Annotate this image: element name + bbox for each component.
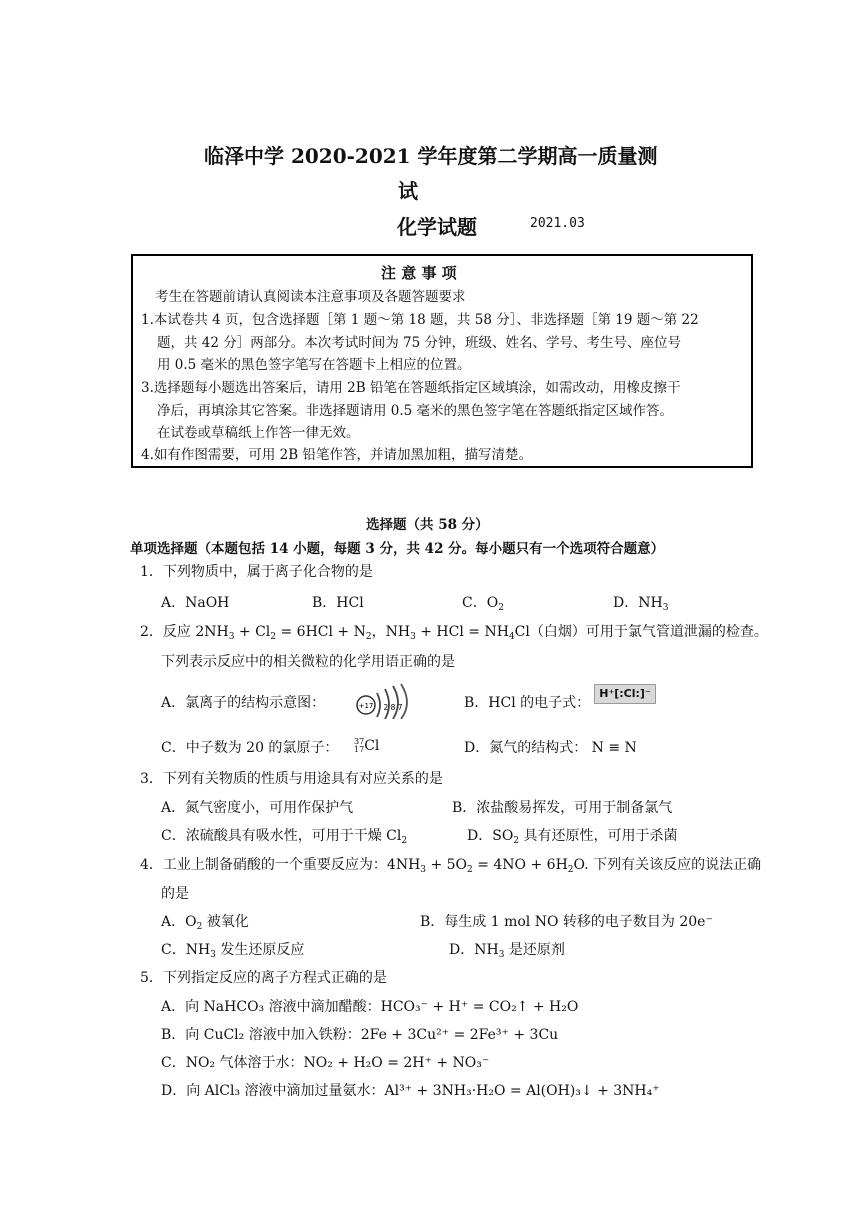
q2-option-d: D．氮气的结构式： N ≡ N bbox=[464, 740, 637, 756]
q2-option-b: B．HCl 的电子式： bbox=[464, 695, 591, 711]
notice-item-3: 3.选择题每小题选出答案后，请用 2B 铅笔在答题纸指定区域填涂，如需改动，用橡皮擦干 bbox=[141, 380, 681, 396]
notice-box bbox=[131, 254, 753, 468]
q5-option-b: B．向 CuCl₂ 溶液中加入铁粉：2Fe + 3Cu²⁺ = 2Fe³⁺ + 3Cu bbox=[161, 1027, 559, 1043]
q1-option-a: A．NaOH bbox=[161, 595, 230, 611]
q5-option-d: D．向 AlCl₃ 溶液中滴加过量氨水：Al³⁺ + 3NH₃·H₂O = Al(OH)₃↓ + 3NH₄⁺ bbox=[161, 1083, 660, 1099]
q1-option-c: C．$O_2$ bbox=[462, 595, 504, 613]
q4-option-a: A．$O_2$ 被氧化 bbox=[161, 914, 249, 932]
section-subtitle: 单项选择题（本题包括 14 小题，每题 3 分，共 42 分。每小题只有一个选项符合题意） bbox=[130, 541, 665, 557]
q3-option-d: D．$SO_2$ 具有还原性，可用于杀菌 bbox=[467, 828, 678, 846]
q3-option-b: B．浓盐酸易挥发，可用于制备氯气 bbox=[452, 800, 673, 816]
subject-title: 化学试题 bbox=[397, 215, 477, 239]
notice-item-1: 1.本试卷共 4 页，包含选择题［第 1 题～第 18 题，共 58 分］、非选择题［第 19 题～第 22 bbox=[141, 312, 699, 328]
notice-item-1-cont2: 用 0.5 毫米的黑色签字笔写在答题卡上相应的位置。 bbox=[157, 357, 471, 373]
chloride-ion-structure-diagram bbox=[355, 683, 420, 719]
hcl-electron-formula-image: H⁺[:Cl:]⁻ bbox=[594, 684, 656, 704]
q2-stem: 2．反应 $2NH_3 + Cl_2 = 6HCl + N_2$，$NH_3$ + HCl = $NH_4Cl$（白烟）可用于氯气管道泄漏的检查。 bbox=[140, 624, 768, 642]
nucleus-charge: +17 bbox=[358, 702, 374, 710]
exam-date: 2021.03 bbox=[530, 216, 585, 231]
q3-stem: 3．下列有关物质的性质与用途具有对应关系的是 bbox=[140, 771, 443, 787]
q1-option-b: B．HCl bbox=[312, 595, 364, 611]
notice-item-3-cont2: 在试卷或草稿纸上作答一律无效。 bbox=[157, 425, 360, 441]
shell-electrons: 2 8 7 bbox=[383, 703, 403, 712]
notice-heading: 注 意 事 项 bbox=[381, 264, 457, 282]
q2-stem-cont: 下列表示反应中的相关微粒的化学用语正确的是 bbox=[161, 654, 455, 670]
q1-option-d: D．$NH_3$ bbox=[613, 595, 669, 613]
q2-option-c: C．中子数为 20 的氯原子： bbox=[161, 740, 339, 756]
shell-arc-1 bbox=[377, 693, 380, 717]
q4-option-d: D．$NH_3$ 是还原剂 bbox=[449, 942, 565, 960]
q4-option-b: B．每生成 1 mol NO 转移的电子数目为 20e⁻ bbox=[420, 914, 713, 930]
notice-item-1-cont: 题，共 42 分］两部分。本次考试时间为 75 分钟，班级、姓名、学号、考生号、座位号 bbox=[157, 335, 682, 351]
exam-title-line2: 试 bbox=[398, 179, 418, 203]
q3-option-c: C．浓硫酸具有吸水性，可用于干燥 $Cl_2$ bbox=[161, 828, 408, 846]
notice-item-3-cont: 净后，再填涂其它答案。非选择题请用 0.5 毫米的黑色签字笔在答题纸指定区域作答。 bbox=[157, 403, 674, 419]
shell-arc-4 bbox=[401, 684, 407, 719]
q4-stem: 4．工业上制备硝酸的一个重要反应为：$4NH_3 + 5O_2 = 4NO + 6H_2O$. 下列有关该反应的说法正确 bbox=[140, 857, 762, 875]
q4-stem-cont: 的是 bbox=[161, 886, 189, 902]
q5-option-a: A．向 NaHCO₃ 溶液中滴加醋酸：HCO₃⁻ + H⁺ = CO₂↑ + H₂O bbox=[161, 999, 579, 1015]
q3-option-a: A．氮气密度小，可用作保护气 bbox=[161, 800, 354, 816]
q5-option-c: C．NO₂ 气体溶于水：NO₂ + H₂O = 2H⁺ + NO₃⁻ bbox=[161, 1055, 490, 1071]
q4-option-c: C．$NH_3$ 发生还原反应 bbox=[161, 942, 305, 960]
q2-option-a: A．氯离子的结构示意图： bbox=[161, 695, 326, 711]
section-title: 选择题（共 58 分） bbox=[366, 517, 489, 533]
q5-stem: 5．下列指定反应的离子方程式正确的是 bbox=[140, 970, 387, 986]
chlorine-37-nuclide: 37 17Cl bbox=[354, 737, 380, 754]
notice-intro: 考生在答题前请认真阅读本注意事项及各题答题要求 bbox=[155, 289, 466, 305]
notice-item-4: 4.如有作图需要，可用 2B 铅笔作答，并请加黑加粗，描写清楚。 bbox=[141, 447, 532, 463]
exam-title-line1: 临泽中学 2020-2021 学年度第二学期高一质量测 bbox=[204, 144, 658, 168]
q1-stem: 1．下列物质中，属于离子化合物的是 bbox=[140, 564, 373, 580]
